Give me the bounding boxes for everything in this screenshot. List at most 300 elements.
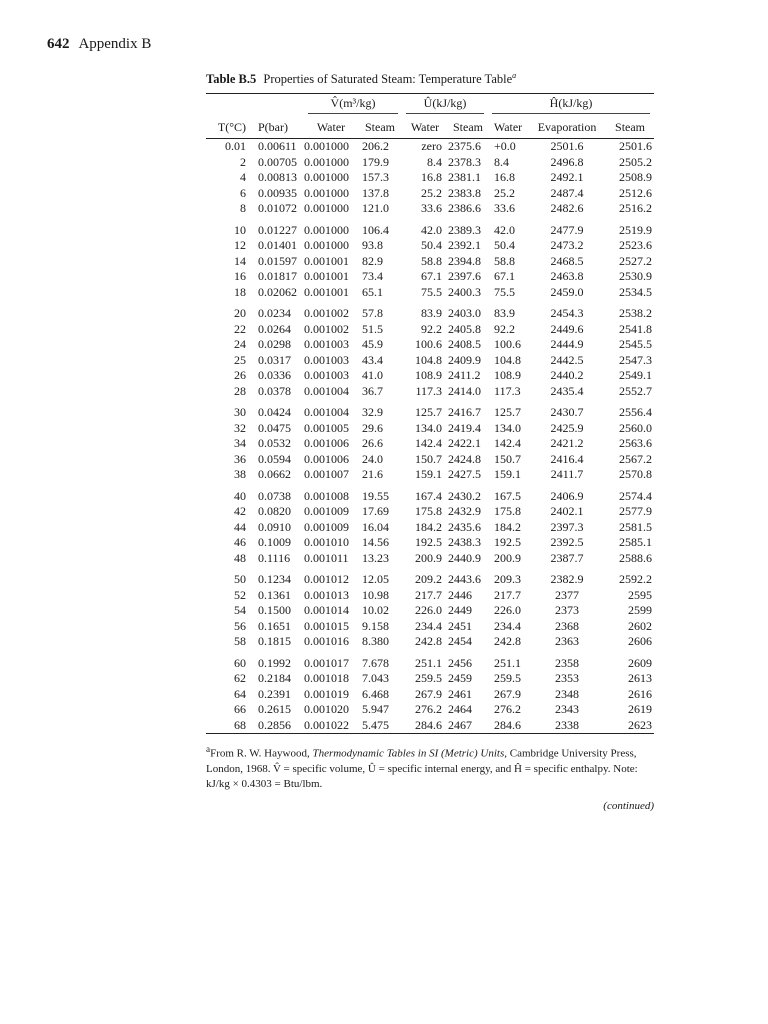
table-cell: 42 — [234, 504, 246, 519]
table-cell: 0.001009 — [304, 519, 349, 534]
table-cell: 209.2 — [415, 572, 442, 587]
table-cell: 267.9 — [494, 686, 522, 701]
table-cell: 24 — [234, 337, 246, 352]
table-cell: 259.5 — [494, 671, 522, 686]
table-cell: 0.001013 — [304, 587, 349, 602]
table-cell: 25.2 — [421, 185, 442, 200]
table-cell: 2512.6 — [619, 185, 653, 200]
table-cell: 44 — [234, 519, 246, 534]
table-cell: 0.001019 — [304, 686, 349, 701]
table-cell: 0.0594 — [258, 451, 291, 466]
table-cell: 0.0820 — [258, 504, 291, 519]
table-cell: 2440.9 — [448, 550, 481, 565]
table-cell: 251.1 — [415, 655, 442, 670]
table-cell: 50.4 — [494, 238, 516, 253]
table-cell: 242.8 — [415, 634, 442, 649]
table-cell: 184.2 — [494, 519, 522, 534]
table-cell: 2563.6 — [619, 436, 653, 451]
table-cell: 2527.2 — [619, 253, 653, 268]
table-cell: 167.4 — [415, 488, 442, 503]
table-cell: 2432.9 — [448, 504, 481, 519]
table-cell: 2595 — [628, 587, 653, 602]
table-cell: 267.9 — [415, 686, 442, 701]
table-title-note: a — [512, 71, 517, 80]
table-cell: 0.001018 — [304, 671, 349, 686]
table-cell: 0.1009 — [258, 535, 291, 550]
footnote-marker: a — [206, 744, 211, 755]
table-cell: 67.1 — [494, 269, 516, 284]
table-cell: 0.001003 — [304, 337, 349, 352]
table-cell: 10.98 — [362, 587, 389, 602]
table-cell: 209.3 — [494, 572, 522, 587]
column-header-row — [206, 116, 654, 138]
table-cell: 0.001020 — [304, 702, 349, 717]
table-row — [206, 285, 654, 301]
table-cell: zero — [421, 139, 442, 154]
table-cell: 2348 — [555, 686, 580, 701]
table-row — [206, 671, 654, 687]
table-row — [206, 238, 654, 254]
table-cell: 0.001000 — [304, 222, 349, 237]
table-cell: 2421.2 — [550, 436, 584, 451]
table-cell: 2414.0 — [448, 383, 481, 398]
table-cell: 134.0 — [494, 420, 522, 435]
table-cell: 2343 — [555, 702, 580, 717]
table-cell: 2392.5 — [550, 535, 584, 550]
table-cell: 2505.2 — [619, 154, 653, 169]
table-caption — [206, 71, 654, 87]
table-cell: 2545.5 — [619, 337, 653, 352]
table-cell: 0.001012 — [304, 572, 349, 587]
table-cell: 0.2615 — [258, 702, 291, 717]
table-cell: 33.6 — [494, 201, 516, 216]
table-cell: 150.7 — [415, 451, 442, 466]
table-cell: 0.1992 — [258, 655, 291, 670]
table-cell: 0.001015 — [304, 618, 349, 633]
table-cell: 2623 — [628, 717, 653, 732]
bottom-rule — [206, 733, 654, 734]
table-cell: 75.5 — [494, 284, 516, 299]
group-header-volume: V̂(m³/kg) — [304, 94, 402, 116]
table-cell: 2456 — [448, 655, 472, 670]
table-row — [206, 353, 654, 369]
table-cell: 2454 — [448, 634, 472, 649]
table-row — [206, 436, 654, 452]
table-row — [206, 535, 654, 551]
table-cell: 134.0 — [415, 420, 442, 435]
table-cell: 0.001004 — [304, 405, 349, 420]
table-cell: 200.9 — [415, 550, 442, 565]
table-cell: 0.001003 — [304, 368, 349, 383]
column-header: Evaporation — [537, 119, 597, 134]
table-cell: 0.0910 — [258, 519, 291, 534]
table-cell: 0.001002 — [304, 321, 349, 336]
table-cell: 159.1 — [415, 467, 442, 482]
table-cell: 2516.2 — [619, 201, 653, 216]
table-row — [206, 186, 654, 202]
table-cell: 0.01227 — [258, 222, 297, 237]
table-cell: 2424.8 — [448, 451, 481, 466]
table-cell: 83.9 — [494, 306, 516, 321]
table-cell: 92.2 — [494, 321, 516, 336]
table-cell: 2430.7 — [550, 405, 584, 420]
table-cell: 5.475 — [362, 717, 389, 732]
table-cell: 36 — [234, 451, 246, 466]
table-cell: 104.8 — [415, 352, 442, 367]
table-cell: 0.001007 — [304, 467, 349, 482]
table-cell: 104.8 — [494, 352, 522, 367]
table-cell: 73.4 — [362, 269, 383, 284]
table-row — [206, 718, 654, 734]
steam-table-container — [206, 71, 654, 812]
table-cell: 42.0 — [494, 222, 516, 237]
table-row — [206, 139, 654, 155]
table-cell: 157.3 — [362, 170, 389, 185]
table-cell: 0.001000 — [304, 139, 349, 154]
table-cell: 10.02 — [362, 603, 389, 618]
table-cell: 0.2391 — [258, 686, 291, 701]
table-cell: 46 — [234, 535, 246, 550]
table-cell: 2402.1 — [550, 504, 584, 519]
table-row — [206, 634, 654, 650]
table-cell: 2463.8 — [550, 269, 584, 284]
table-cell: 0.00935 — [258, 185, 297, 200]
table-cell: 2459.0 — [550, 284, 584, 299]
table-cell: 25.2 — [494, 185, 516, 200]
table-cell: 28 — [234, 383, 246, 398]
table-cell: 2606 — [628, 634, 653, 649]
table-row — [206, 155, 654, 171]
table-cell: 2541.8 — [619, 321, 653, 336]
table-cell: 0.01817 — [258, 269, 297, 284]
table-cell: 57.8 — [362, 306, 383, 321]
table-cell: 2534.5 — [619, 284, 653, 299]
group-header-row — [206, 94, 654, 116]
table-cell: 2613 — [628, 671, 653, 686]
table-cell: 217.7 — [494, 587, 522, 602]
table-cell: 58.8 — [421, 253, 442, 268]
table-cell: 125.7 — [415, 405, 442, 420]
table-cell: 184.2 — [415, 519, 442, 534]
table-cell: 175.8 — [415, 504, 442, 519]
table-cell: 2386.6 — [448, 201, 481, 216]
table-cell: 142.4 — [415, 436, 442, 451]
table-cell: 2588.6 — [619, 550, 653, 565]
table-cell: 2392.1 — [448, 238, 481, 253]
footnote-from: From R. W. Haywood, — [210, 747, 313, 760]
page-header — [47, 36, 151, 53]
table-cell: 13.23 — [362, 550, 389, 565]
table-cell: 0.1116 — [258, 550, 291, 565]
table-cell: 2381.1 — [448, 170, 481, 185]
column-header: Water — [316, 119, 346, 134]
table-cell: 50 — [234, 572, 246, 587]
table-row — [206, 170, 654, 186]
table-row — [206, 572, 654, 588]
table-cell: 159.1 — [494, 467, 522, 482]
page-number: 642 — [47, 36, 70, 52]
table-cell: 0.01072 — [258, 201, 297, 216]
group-header-enthalpy: Ĥ(kJ/kg) — [488, 94, 654, 116]
table-cell: 26 — [234, 368, 246, 383]
table-cell: 2492.1 — [550, 170, 584, 185]
table-cell: 5.947 — [362, 702, 389, 717]
table-cell: 0.1500 — [258, 603, 291, 618]
table-cell: 2425.9 — [550, 420, 584, 435]
table-cell: 0.00705 — [258, 154, 297, 169]
table-cell: 2567.2 — [619, 451, 653, 466]
table-cell: 0.0475 — [258, 420, 291, 435]
table-cell: 2416.4 — [550, 451, 584, 466]
table-cell: 2468.5 — [550, 253, 584, 268]
table-cell: 8.4 — [494, 154, 510, 169]
table-cell: 58.8 — [494, 253, 516, 268]
table-cell: 16.8 — [494, 170, 516, 185]
table-cell: 0.001004 — [304, 383, 349, 398]
table-cell: 65.1 — [362, 284, 383, 299]
table-row — [206, 504, 654, 520]
table-cell: 2451 — [448, 618, 472, 633]
table-cell: 32.9 — [362, 405, 383, 420]
table-cell: 58 — [234, 634, 246, 649]
table-cell: 2508.9 — [619, 170, 653, 185]
table-cell: 2409.9 — [448, 352, 481, 367]
table-cell: 2552.7 — [619, 383, 653, 398]
table-cell: 226.0 — [494, 603, 522, 618]
table-row — [206, 405, 654, 421]
table-cell: 14.56 — [362, 535, 389, 550]
table-cell: 18 — [234, 284, 246, 299]
table-cell: 0.0378 — [258, 383, 291, 398]
table-cell: 167.5 — [494, 488, 522, 503]
table-row — [206, 452, 654, 468]
table-cell: 217.7 — [415, 587, 442, 602]
table-cell: 2477.9 — [550, 222, 584, 237]
table-cell: 12.05 — [362, 572, 389, 587]
continued-note: (continued) — [603, 799, 654, 812]
table-cell: 22 — [234, 321, 246, 336]
table-cell: 34 — [234, 436, 246, 451]
table-cell: 82.9 — [362, 253, 383, 268]
table-cell: 2560.0 — [619, 420, 653, 435]
table-cell: 2411.2 — [448, 368, 481, 383]
table-cell: 0.001006 — [304, 436, 349, 451]
table-cell: 16.04 — [362, 519, 389, 534]
table-row — [206, 603, 654, 619]
table-cell: 0.1815 — [258, 634, 291, 649]
table-cell: 66 — [234, 702, 246, 717]
table-cell: 2419.4 — [448, 420, 481, 435]
column-header: Steam — [453, 119, 483, 134]
table-cell: 9.158 — [362, 618, 389, 633]
table-row — [206, 588, 654, 604]
column-header: P(bar) — [258, 119, 288, 134]
table-cell: 276.2 — [494, 702, 522, 717]
table-cell: 2382.9 — [550, 572, 584, 587]
column-header: Water — [410, 119, 440, 134]
table-cell: 2592.2 — [619, 572, 653, 587]
table-cell: 0.001002 — [304, 306, 349, 321]
table-cell: 259.5 — [415, 671, 442, 686]
table-cell: 2442.5 — [550, 352, 584, 367]
table-cell: 42.0 — [421, 222, 442, 237]
table-cell: 2408.5 — [448, 337, 481, 352]
table-cell: 20 — [234, 306, 246, 321]
table-cell: 2459 — [448, 671, 472, 686]
table-cell: 0.001022 — [304, 717, 349, 732]
table-cell: 2 — [240, 154, 246, 169]
table-cell: 2464 — [448, 702, 472, 717]
table-cell: 2416.7 — [448, 405, 481, 420]
table-cell: 7.043 — [362, 671, 389, 686]
table-cell: 12 — [234, 238, 246, 253]
table-cell: 2435.6 — [448, 519, 481, 534]
table-cell: 150.7 — [494, 451, 522, 466]
table-cell: 2443.6 — [448, 572, 481, 587]
table-cell: 0.2856 — [258, 717, 291, 732]
table-cell: 192.5 — [494, 535, 522, 550]
table-cell: 2400.3 — [448, 284, 481, 299]
table-title: Properties of Saturated Steam: Temperature Table — [263, 72, 513, 87]
table-row — [206, 201, 654, 217]
table-cell: 0.0532 — [258, 436, 291, 451]
table-cell: 0.0298 — [258, 337, 291, 352]
table-row — [206, 421, 654, 437]
footnote-rest: Cambridge University Press, London, 1968. V̂ = specific volume, Û = specific internal energy, and Ĥ = specific enthalpy. Note: kJ/kg × 0.4303 = Btu/lbm. — [206, 747, 638, 790]
table-cell: 2616 — [628, 686, 653, 701]
table-cell: 0.1361 — [258, 587, 291, 602]
table-cell: 54 — [234, 603, 246, 618]
table-cell: 2397.6 — [448, 269, 481, 284]
table-cell: 0.01597 — [258, 253, 297, 268]
table-cell: 2375.6 — [448, 139, 481, 154]
table-cell: 92.2 — [421, 321, 442, 336]
steam-table — [206, 94, 654, 733]
table-cell: 2549.1 — [619, 368, 653, 383]
table-cell: 137.8 — [362, 185, 389, 200]
table-cell: 68 — [234, 717, 246, 732]
table-cell: 0.001009 — [304, 504, 349, 519]
table-row — [206, 619, 654, 635]
table-cell: 43.4 — [362, 352, 383, 367]
table-cell: 2473.2 — [550, 238, 584, 253]
table-cell: 100.6 — [415, 337, 442, 352]
table-cell: 33.6 — [421, 201, 442, 216]
table-cell: 2373 — [555, 603, 580, 618]
table-cell: 0.001001 — [304, 253, 349, 268]
table-cell: 0.0264 — [258, 321, 291, 336]
table-cell: 0.001016 — [304, 634, 349, 649]
table-cell: 117.3 — [415, 383, 442, 398]
table-cell: 2496.8 — [550, 154, 584, 169]
table-cell: 179.9 — [362, 154, 389, 169]
table-row — [206, 687, 654, 703]
table-cell: 0.0317 — [258, 352, 291, 367]
table-cell: 2363 — [555, 634, 580, 649]
table-cell: 36.7 — [362, 383, 383, 398]
table-cell: 41.0 — [362, 368, 383, 383]
table-cell: 2338 — [555, 717, 580, 732]
table-cell: 0.001000 — [304, 185, 349, 200]
table-cell: 2501.6 — [619, 139, 653, 154]
table-cell: 64 — [234, 686, 246, 701]
table-cell: 0.0336 — [258, 368, 291, 383]
table-cell: 0.001006 — [304, 451, 349, 466]
table-cell: 2403.0 — [448, 306, 481, 321]
table-cell: 2438.3 — [448, 535, 481, 550]
table-cell: 10 — [234, 222, 246, 237]
table-cell: 0.0662 — [258, 467, 291, 482]
table-cell: 2454.3 — [550, 306, 584, 321]
table-cell: 7.678 — [362, 655, 389, 670]
table-cell: 4 — [240, 170, 246, 185]
column-header: Steam — [615, 119, 646, 134]
table-cell: 2585.1 — [619, 535, 653, 550]
table-cell: 0.001001 — [304, 269, 349, 284]
table-cell: 276.2 — [415, 702, 442, 717]
table-cell: 0.1234 — [258, 572, 291, 587]
table-cell: 2581.5 — [619, 519, 653, 534]
table-cell: 0.00813 — [258, 170, 297, 185]
table-cell: 2353 — [555, 671, 580, 686]
table-label: Table B.5 — [206, 72, 257, 87]
table-cell: 2389.3 — [448, 222, 481, 237]
table-cell: 32 — [234, 420, 246, 435]
table-cell: 0.001000 — [304, 238, 349, 253]
column-header: T(°C) — [217, 119, 246, 134]
table-cell: 2446 — [448, 587, 472, 602]
table-cell: 0.2184 — [258, 671, 291, 686]
table-cell: 2411.7 — [550, 467, 584, 482]
table-cell: 121.0 — [362, 201, 389, 216]
table-cell: 0.001000 — [304, 154, 349, 169]
table-cell: 0.001008 — [304, 488, 349, 503]
table-cell: 2422.1 — [448, 436, 481, 451]
table-body — [206, 139, 654, 733]
table-cell: 16.8 — [421, 170, 442, 185]
table-row — [206, 254, 654, 270]
table-cell: 29.6 — [362, 420, 383, 435]
table-cell: 2440.2 — [550, 368, 584, 383]
table-cell: 0.001017 — [304, 655, 349, 670]
table-cell: +0.0 — [494, 139, 516, 154]
table-cell: 6 — [240, 185, 246, 200]
table-cell: 0.0424 — [258, 405, 291, 420]
table-cell: 2435.4 — [550, 383, 584, 398]
table-cell: 14 — [234, 253, 246, 268]
table-row — [206, 306, 654, 322]
table-cell: 2430.2 — [448, 488, 481, 503]
table-cell: 16 — [234, 269, 246, 284]
table-cell: 67.1 — [421, 269, 442, 284]
table-row — [206, 702, 654, 718]
table-cell: 2427.5 — [448, 467, 481, 482]
table-row — [206, 551, 654, 567]
table-cell: 234.4 — [415, 618, 442, 633]
table-cell: 2482.6 — [550, 201, 584, 216]
table-cell: 40 — [234, 488, 246, 503]
table-cell: 62 — [234, 671, 246, 686]
table-cell: 30 — [234, 405, 246, 420]
table-cell: 8.380 — [362, 634, 389, 649]
table-cell: 0.1651 — [258, 618, 291, 633]
table-cell: 6.468 — [362, 686, 389, 701]
table-row — [206, 223, 654, 239]
table-cell: 234.4 — [494, 618, 522, 633]
table-cell: 0.001000 — [304, 201, 349, 216]
table-cell: 0.00611 — [258, 139, 297, 154]
table-cell: 2570.8 — [619, 467, 653, 482]
